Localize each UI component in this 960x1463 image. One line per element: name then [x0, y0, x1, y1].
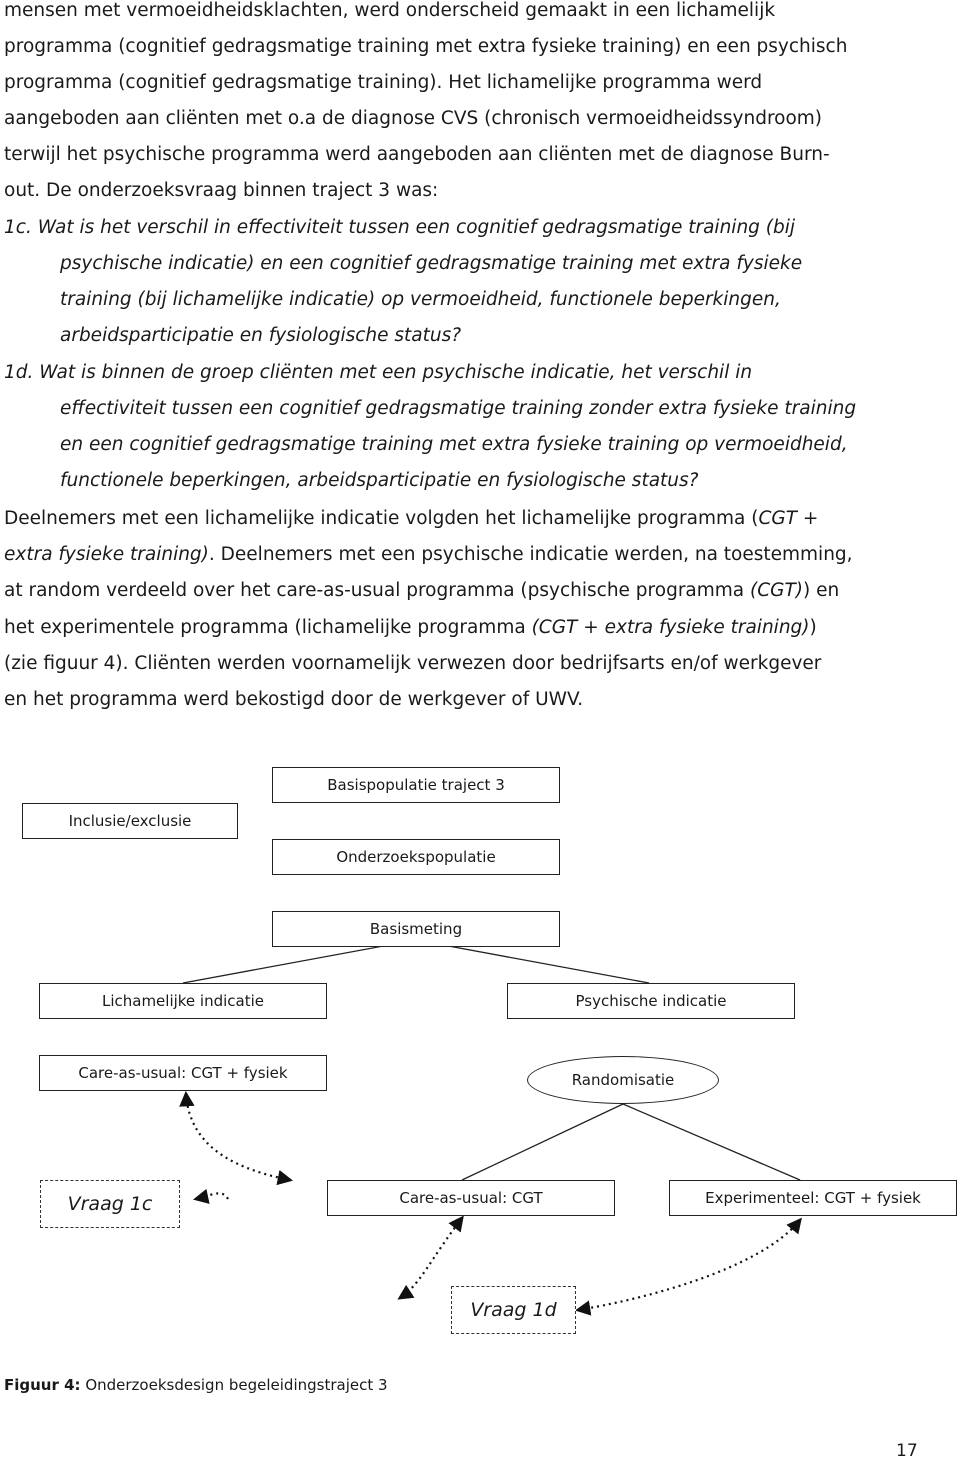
paragraph-line: [4, 617, 924, 639]
paragraph-line: out. De onderzoeksvraag binnen traject 3 was:: [4, 180, 439, 201]
text-run-italic: CGT +: [758, 508, 819, 529]
connector-line: [623, 1104, 800, 1180]
connector-line: [462, 1104, 623, 1180]
question-1c-line: training (bij lichamelijke indicatie) op vermoeidheid, functionele beperkingen,: [60, 289, 781, 310]
box-psychische-indicatie: Psychische indicatie: [507, 983, 795, 1019]
box-vraag-1c: Vraag 1c: [40, 1180, 180, 1228]
text-run: at random verdeeld over het care-as-usual programma (psychische programma: [4, 580, 751, 601]
box-experimenteel: Experimenteel: CGT + fysiek: [669, 1180, 957, 1216]
caption-text: Onderzoeksdesign begeleidingstraject 3: [80, 1376, 388, 1394]
box-care-as-usual-cgt: Care-as-usual: CGT: [327, 1180, 615, 1216]
text-run: het experimentele programma (lichamelijke programma: [4, 617, 532, 638]
box-vraag-1d: Vraag 1d: [451, 1286, 576, 1334]
paragraph-line: [4, 580, 924, 602]
paragraph-line: programma (cognitief gedragsmatige training met extra fysieke training) en een psychisch: [4, 36, 848, 57]
question-1d-line: functionele beperkingen, arbeidsparticipatie en fysiologische status?: [60, 470, 699, 491]
text-run-italic: (CGT): [750, 580, 804, 601]
question-1d-line: 1d. Wat is binnen de groep cliënten met een psychische indicatie, het verschil in: [4, 362, 753, 383]
text-run: Deelnemers met een lichamelijke indicatie volgden het lichamelijke programma (: [4, 508, 759, 529]
research-design-diagram: [0, 740, 960, 1400]
text-run-italic: extra fysieke training): [4, 544, 209, 565]
box-onderzoekspopulatie: Onderzoekspopulatie: [272, 839, 560, 875]
dotted-arrow-1d-right: [578, 1220, 800, 1310]
box-inclusie-exclusie: Inclusie/exclusie: [22, 803, 238, 839]
paragraph-line: [4, 544, 924, 566]
paragraph-line: mensen met vermoeidheidsklachten, werd onderscheid gemaakt in een lichamelijk: [4, 0, 776, 21]
box-care-as-usual-fysiek: Care-as-usual: CGT + fysiek: [39, 1055, 327, 1091]
paragraph-line: [4, 508, 924, 530]
text-run-italic: (CGT + extra fysieke training): [531, 617, 810, 638]
paragraph-line: programma (cognitief gedragsmatige training). Het lichamelijke programma werd: [4, 72, 763, 93]
question-1d-line: effectiviteit tussen een cognitief gedragsmatige training zonder extra fysieke training: [60, 398, 857, 419]
caption-label: Figuur 4:: [4, 1376, 81, 1394]
text-run: ) en: [803, 580, 840, 601]
dotted-arrow-1c: [186, 1094, 290, 1180]
text-run: ): [809, 617, 817, 638]
paragraph-line: (zie figuur 4). Cliënten werden voornamelijk verwezen door bedrijfsarts en/of werkgever: [4, 653, 822, 674]
page-number: 17: [896, 1441, 918, 1461]
question-1d-line: en een cognitief gedragsmatige training met extra fysieke training op vermoeidheid,: [60, 434, 848, 455]
ellipse-randomisatie: Randomisatie: [527, 1056, 719, 1104]
dotted-arrow-1c-left: [196, 1193, 228, 1199]
box-basispopulatie: Basispopulatie traject 3: [272, 767, 560, 803]
question-1c-line: arbeidsparticipatie en fysiologische status?: [60, 325, 462, 346]
figure-caption: [4, 1376, 388, 1394]
box-basismeting: Basismeting: [272, 911, 560, 947]
paragraph-line: en het programma werd bekostigd door de werkgever of UWV.: [4, 689, 584, 710]
box-lichamelijke-indicatie: Lichamelijke indicatie: [39, 983, 327, 1019]
question-1c-line: 1c. Wat is het verschil in effectiviteit tussen een cognitief gedragsmatige training (bij: [4, 217, 796, 238]
paragraph-line: aangeboden aan cliënten met o.a de diagnose CVS (chronisch vermoeidheidssyndroom): [4, 108, 823, 129]
paragraph-line: terwijl het psychische programma werd aangeboden aan cliënten met de diagnose Burn-: [4, 144, 830, 165]
text-run: . Deelnemers met een psychische indicatie werden, na toestemming,: [208, 544, 853, 565]
question-1c-line: psychische indicatie) en een cognitief gedragsmatige training met extra fysieke: [60, 253, 803, 274]
